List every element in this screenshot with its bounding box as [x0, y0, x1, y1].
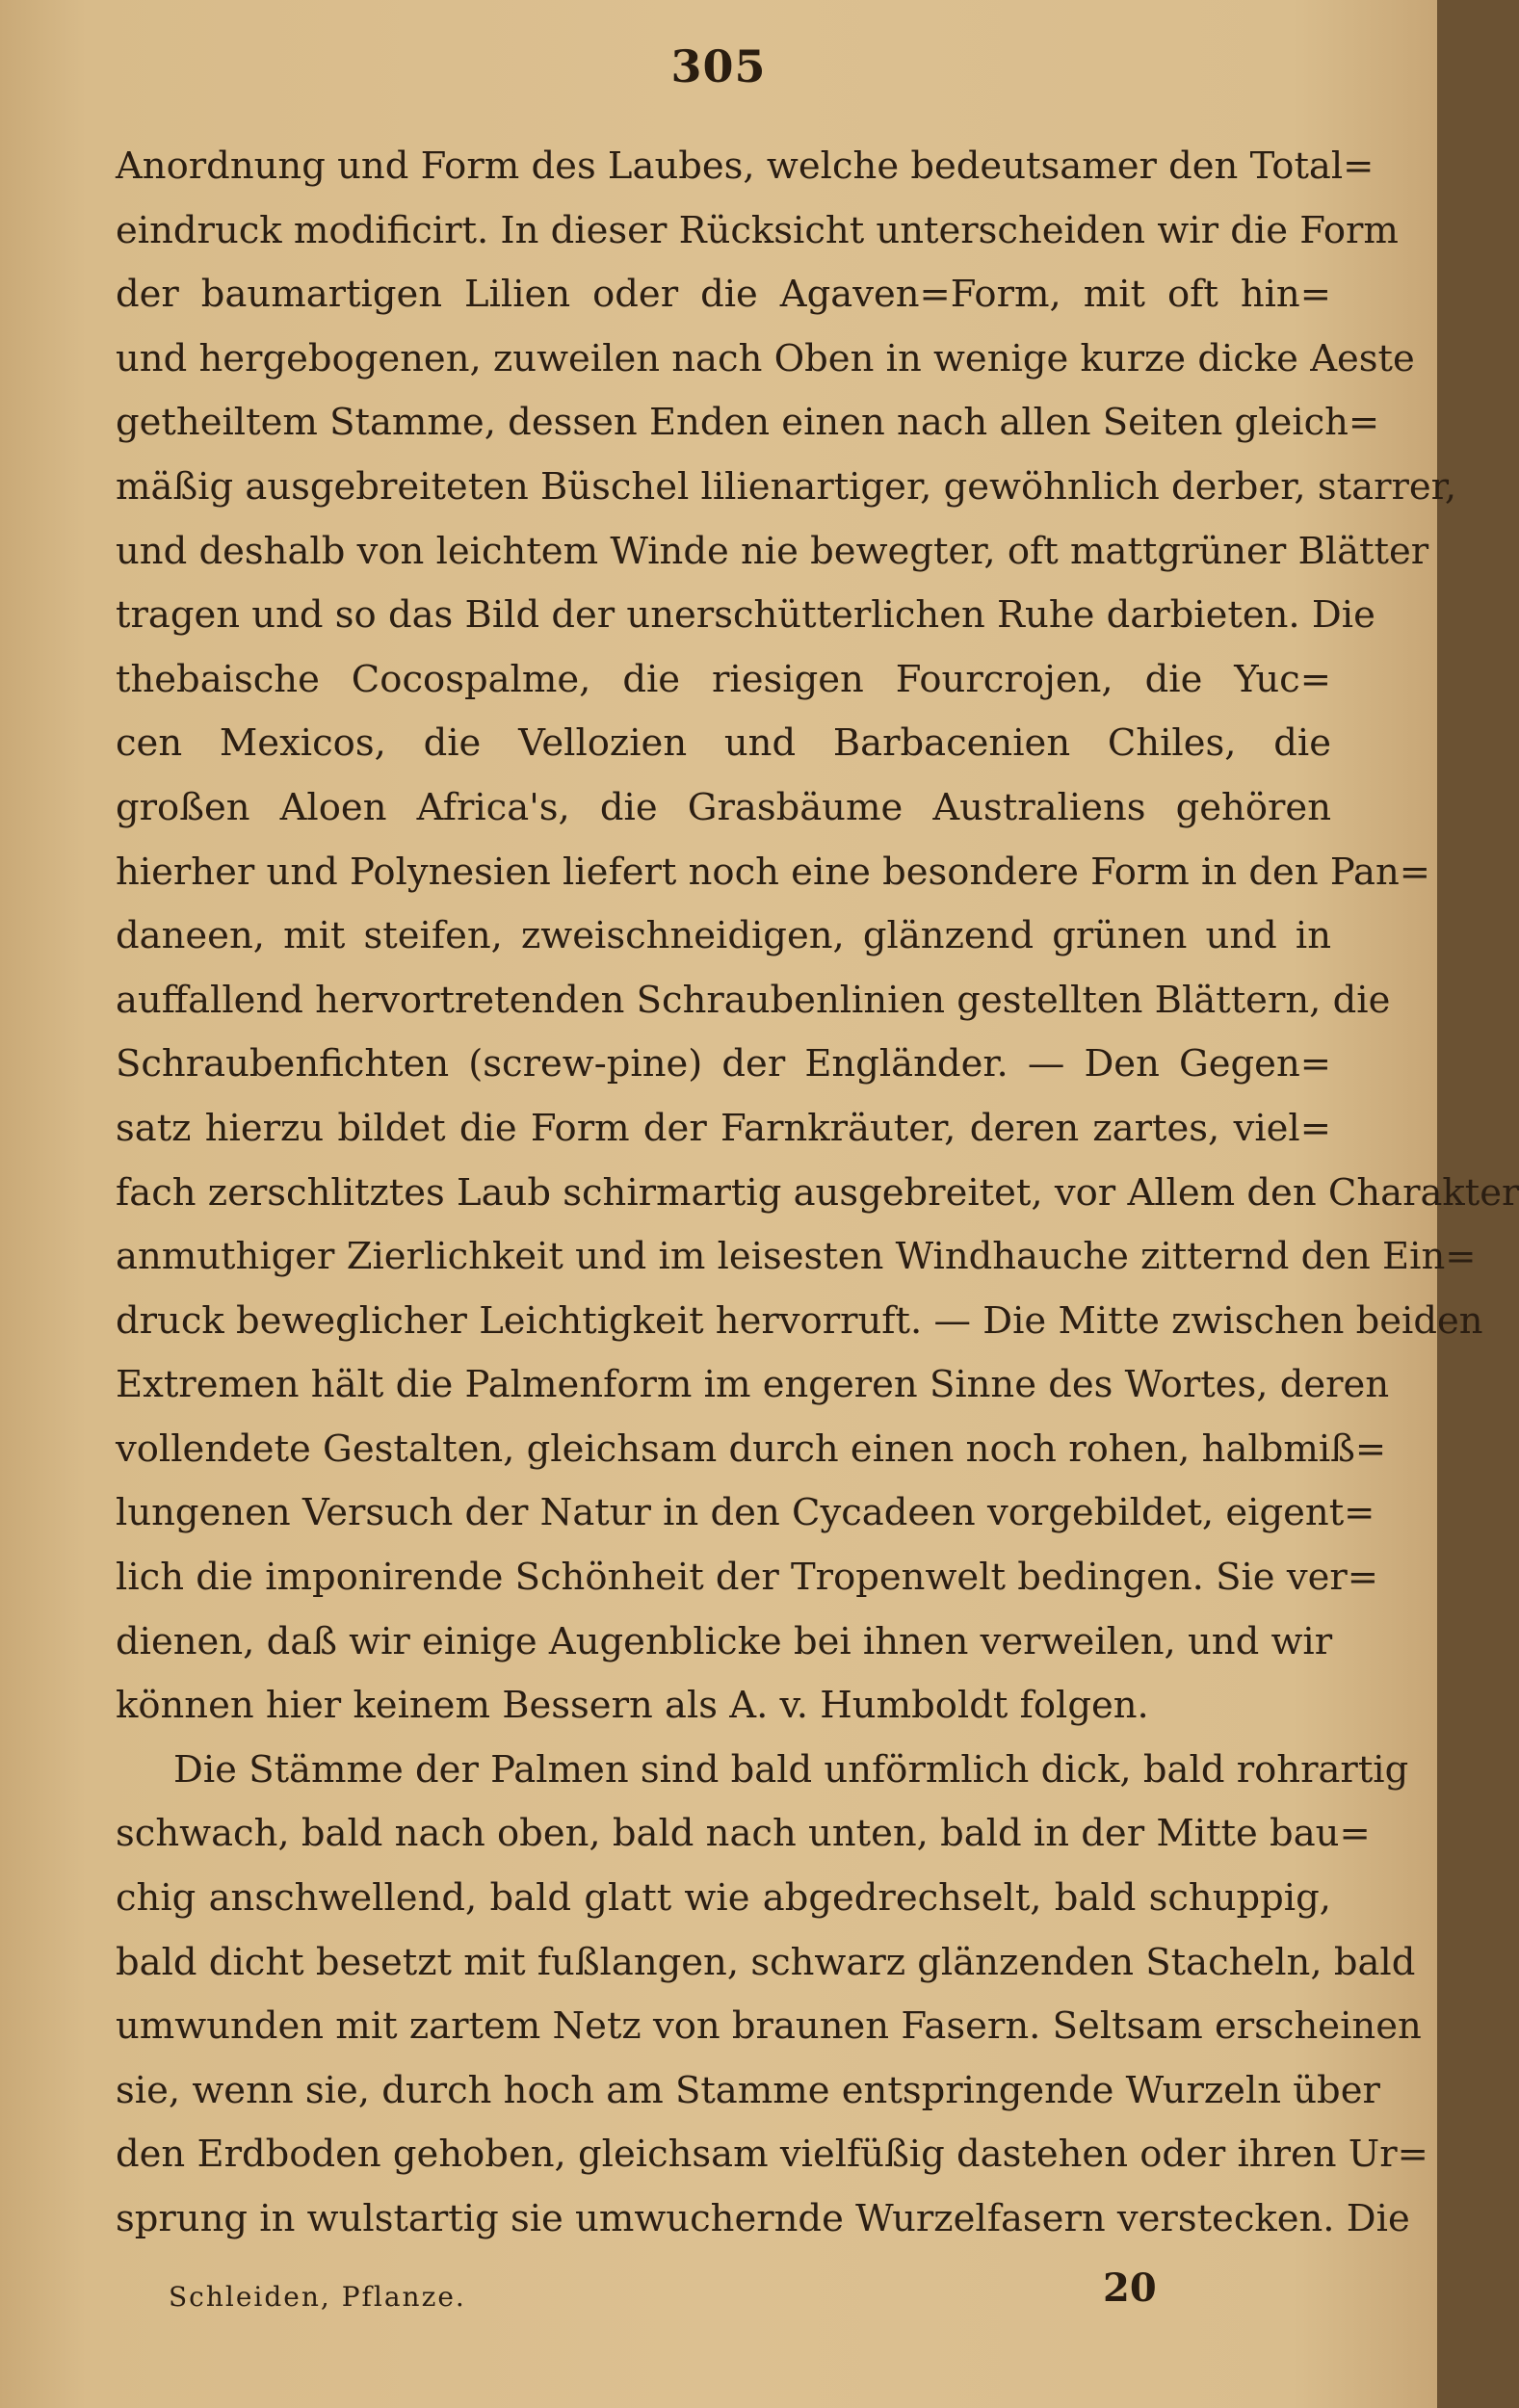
- text-line: cen Mexicos, die Vellozien und Barbacenien Chiles, die: [116, 721, 1331, 766]
- text-line: und deshalb von leichtem Winde nie bewegter, oft mattgrüner Blätter: [116, 529, 1429, 573]
- text-line: schwach, bald nach oben, bald nach unten, bald in der Mitte bau=: [116, 1812, 1371, 1856]
- text-line: können hier keinem Bessern als A. v. Humboldt folgen.: [116, 1684, 1149, 1728]
- text-line: thebaische Cocospalme, die riesigen Fourcrojen, die Yuc=: [116, 657, 1331, 701]
- text-line: den Erdboden gehoben, gleichsam vielfüßig dastehen oder ihren Ur=: [116, 2133, 1428, 2177]
- text-line: satz hierzu bildet die Form der Farnkräuter, deren zartes, viel=: [116, 1106, 1331, 1150]
- text-line: anmuthiger Zierlichkeit und im leisesten Windhauche zitternd den Ein=: [116, 1235, 1477, 1279]
- text-line: dienen, daß wir einige Augenblicke bei ihnen verweilen, und wir: [116, 1619, 1333, 1663]
- text-line: tragen und so das Bild der unerschütterlichen Ruhe darbieten. Die: [116, 593, 1375, 638]
- text-line: großen Aloen Africa's, die Grasbäume Australiens gehören: [116, 785, 1331, 829]
- text-line: fach zerschlitztes Laub schirmartig ausgebreitet, vor Allem den Charakter: [116, 1170, 1519, 1215]
- text-line: und hergebogenen, zuweilen nach Oben in wenige kurze dicke Aeste: [116, 336, 1415, 380]
- body-text: [116, 135, 1519, 2252]
- text-line: daneen, mit steifen, zweischneidigen, glänzend grünen und in: [116, 914, 1331, 958]
- text-line: der baumartigen Lilien oder die Agaven=Form, mit oft hin=: [116, 273, 1331, 317]
- text-line: Extremen hält die Palmenform im engeren Sinne des Wortes, deren: [116, 1363, 1390, 1407]
- text-line: auffallend hervortretenden Schraubenlinien gestellten Blättern, die: [116, 978, 1391, 1022]
- text-line: lich die imponirende Schönheit der Tropenwelt bedingen. Sie ver=: [116, 1556, 1379, 1600]
- text-line: umwunden mit zartem Netz von braunen Fasern. Seltsam erscheinen: [116, 2004, 1422, 2049]
- text-line: mäßig ausgebreiteten Büschel lilienartiger, gewöhnlich derber, starrer,: [116, 464, 1457, 509]
- text-line: hierher und Polynesien liefert noch eine besondere Form in den Pan=: [116, 850, 1431, 894]
- text-line: chig anschwellend, bald glatt wie abgedrechselt, bald schuppig,: [116, 1876, 1331, 1921]
- text-line: eindruck modificirt. In dieser Rücksicht unterscheiden wir die Form: [116, 208, 1399, 252]
- text-line: getheiltem Stamme, dessen Enden einen nach allen Seiten gleich=: [116, 401, 1380, 445]
- text-line: vollendete Gestalten, gleichsam durch einen noch rohen, halbmiß=: [116, 1426, 1387, 1471]
- text-line: bald dicht besetzt mit fußlangen, schwarz glänzenden Stacheln, bald: [116, 1940, 1416, 1984]
- page-number: 305: [670, 40, 767, 92]
- text-line: Schraubenfichten (screw-pine) der Engländer. — Den Gegen=: [116, 1042, 1331, 1086]
- text-line: Anordnung und Form des Laubes, welche bedeutsamer den Total=: [116, 144, 1375, 188]
- text-line: sie, wenn sie, durch hoch am Stamme entspringende Wurzeln über: [116, 2068, 1380, 2112]
- text-line: lungenen Versuch der Natur in den Cycadeen vorgebildet, eigent=: [116, 1491, 1375, 1535]
- text-line: Die Stämme der Palmen sind bald unförmlich dick, bald rohrartig: [173, 1747, 1409, 1792]
- footer-signature: Schleiden, Pflanze.: [169, 2281, 466, 2313]
- text-line: sprung in wulstartig sie umwuchernde Wurzelfasern verstecken. Die: [116, 2197, 1410, 2240]
- text-line: druck beweglicher Leichtigkeit hervorruft. — Die Mitte zwischen beiden: [116, 1298, 1483, 1343]
- footer-sheet-number: 20: [1103, 2265, 1157, 2311]
